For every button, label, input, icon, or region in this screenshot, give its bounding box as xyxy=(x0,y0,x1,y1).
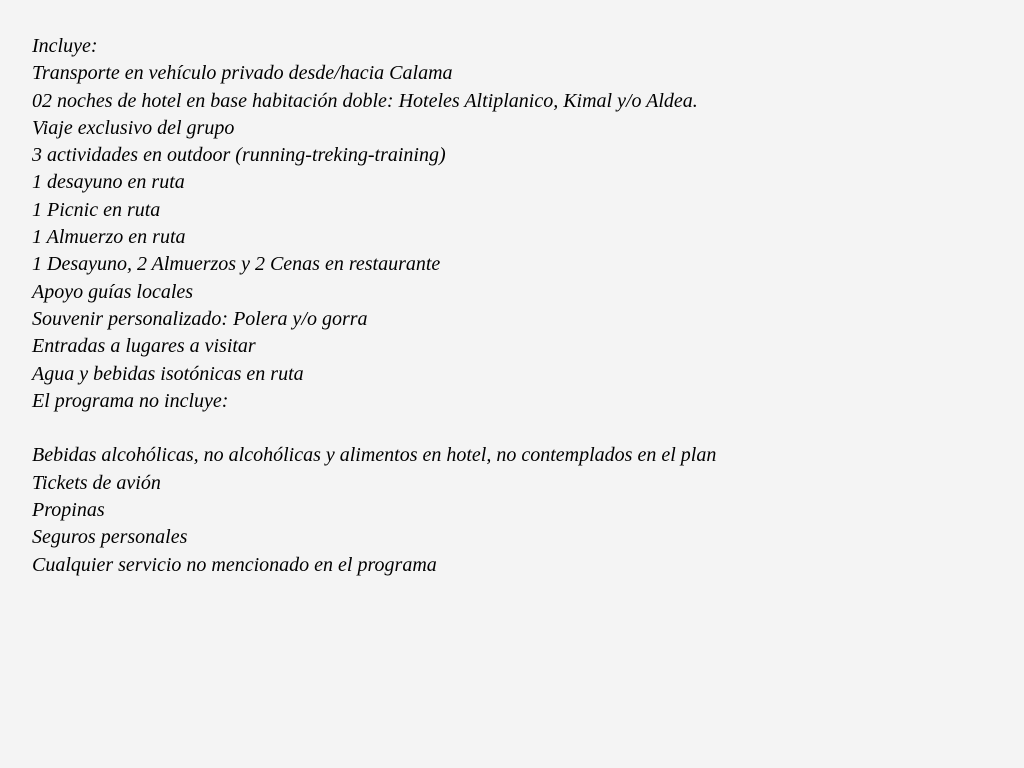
excludes-heading: El programa no incluye: xyxy=(32,389,229,412)
excludes-item-beverages: Bebidas alcohólicas, no alcohólicas y alimentos en hotel, no contemplados en el plan xyxy=(32,444,717,467)
includes-item-transport: Transporte en vehículo privado desde/hacia Calama xyxy=(32,62,453,85)
includes-item-picnic-route: 1 Picnic en ruta xyxy=(32,198,161,221)
includes-item-restaurant-meals: 1 Desayuno, 2 Almuerzos y 2 Cenas en restaurante xyxy=(32,253,441,276)
includes-item-souvenir: Souvenir personalizado: Polera y/o gorra xyxy=(32,307,368,330)
includes-heading: Incluye: xyxy=(32,35,98,57)
includes-item-outdoor-activities: 3 actividades en outdoor (running-treking-training) xyxy=(32,144,446,167)
includes-item-hotel-nights: 02 noches de hotel en base habitación doble: Hoteles Altiplanico, Kimal y/o Aldea. xyxy=(32,89,698,112)
includes-item-breakfast-route: 1 desayuno en ruta xyxy=(32,171,185,194)
includes-item-entrance-fees: Entradas a lugares a visitar xyxy=(32,335,256,358)
includes-item-exclusive-trip: Viaje exclusivo del grupo xyxy=(32,116,235,139)
excludes-item-other-services: Cualquier servicio no mencionado en el programa xyxy=(32,553,437,576)
program-document xyxy=(32,33,992,579)
excludes-item-flight-tickets: Tickets de avión xyxy=(32,471,161,494)
excludes-item-insurance: Seguros personales xyxy=(32,526,188,549)
blank-line xyxy=(32,415,992,442)
excludes-item-tips: Propinas xyxy=(32,499,105,522)
includes-item-water-drinks: Agua y bebidas isotónicas en ruta xyxy=(32,362,304,385)
includes-item-lunch-route: 1 Almuerzo en ruta xyxy=(32,226,186,249)
includes-item-local-guides: Apoyo guías locales xyxy=(32,280,194,303)
